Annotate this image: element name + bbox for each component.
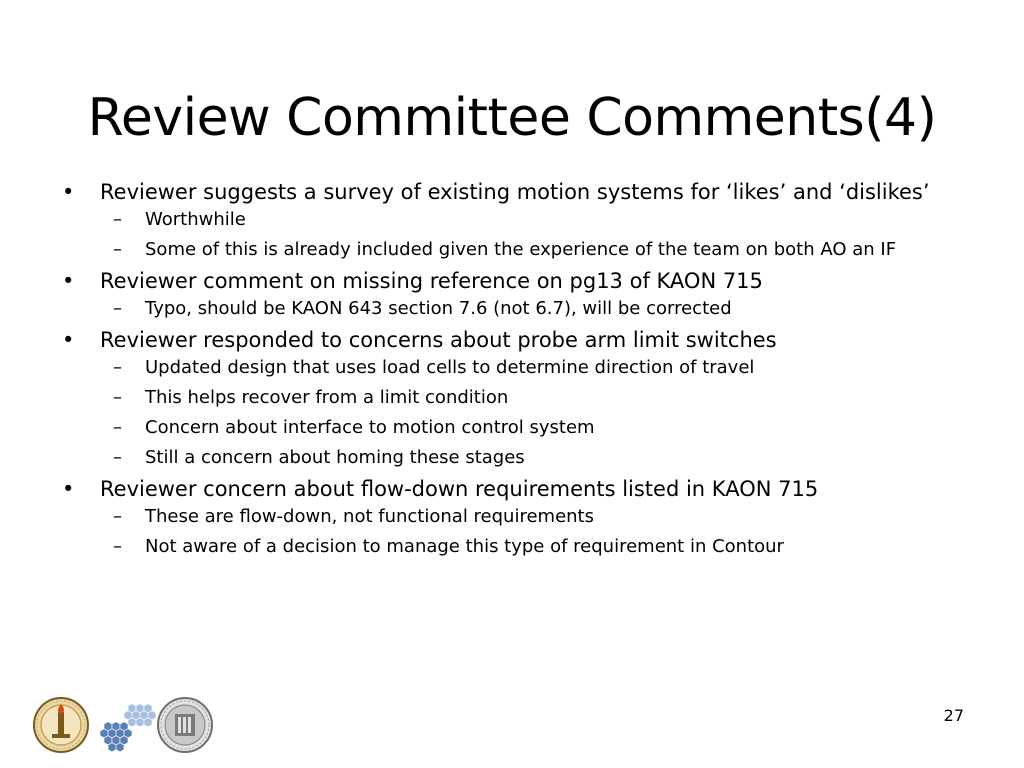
- bullet-icon: •: [62, 477, 75, 501]
- dash-icon: –: [113, 417, 122, 438]
- dash-icon: –: [113, 387, 122, 408]
- slide-title: Review Committee Comments(4): [87, 88, 937, 148]
- bullet-icon: •: [62, 328, 75, 352]
- bullet-text: Reviewer suggests a survey of existing motion systems for ‘likes’ and ‘dislikes’: [100, 180, 930, 204]
- sub-bullet-list: [100, 357, 960, 469]
- slide-content: [60, 180, 960, 566]
- dash-icon: –: [113, 447, 122, 468]
- sub-bullet-text: These are flow-down, not functional requirements: [145, 506, 594, 527]
- sub-bullet-item: [100, 536, 960, 558]
- sub-bullet-item: [100, 357, 960, 379]
- sub-bullet-text: Updated design that uses load cells to determine direction of travel: [145, 357, 755, 378]
- sub-bullet-item: [100, 298, 960, 320]
- dash-icon: –: [113, 239, 122, 260]
- sub-bullet-list: [100, 506, 960, 558]
- bullet-item: [60, 477, 960, 558]
- sub-bullet-list: [100, 298, 960, 320]
- segmented-mirror-icon: [100, 704, 156, 752]
- sub-bullet-text: Still a concern about homing these stages: [145, 447, 525, 468]
- dash-icon: –: [113, 298, 122, 319]
- sub-bullet-text: Worthwhile: [145, 209, 246, 230]
- bullet-item: [60, 180, 960, 261]
- sub-bullet-text: This helps recover from a limit condition: [145, 387, 509, 408]
- bullet-item: [60, 269, 960, 320]
- sub-bullet-item: [100, 387, 960, 409]
- institution-logos: [32, 696, 214, 754]
- bullet-text: Reviewer concern about flow-down requirements listed in KAON 715: [100, 477, 819, 501]
- dash-icon: –: [113, 357, 122, 378]
- bullet-item: [60, 328, 960, 469]
- sub-bullet-item: [100, 209, 960, 231]
- bullet-text: Reviewer responded to concerns about probe arm limit switches: [100, 328, 777, 352]
- sub-bullet-text: Concern about interface to motion control system: [145, 417, 595, 438]
- page-number: 27: [943, 706, 964, 725]
- caltech-seal-icon: [34, 698, 88, 752]
- sub-bullet-text: Typo, should be KAON 643 section 7.6 (not 6.7), will be corrected: [145, 298, 732, 319]
- bullet-icon: •: [62, 269, 75, 293]
- sub-bullet-text: Some of this is already included given the experience of the team on both AO an IF: [145, 239, 897, 260]
- dash-icon: –: [113, 536, 122, 557]
- bullet-text: Reviewer comment on missing reference on pg13 of KAON 715: [100, 269, 763, 293]
- bullet-icon: •: [62, 180, 75, 204]
- sub-bullet-item: [100, 447, 960, 469]
- sub-bullet-item: [100, 506, 960, 528]
- sub-bullet-list: [100, 209, 960, 261]
- sub-bullet-item: [100, 417, 960, 439]
- sub-bullet-text: Not aware of a decision to manage this type of requirement in Contour: [145, 536, 784, 557]
- uc-seal-icon: [158, 698, 212, 752]
- dash-icon: –: [113, 209, 122, 230]
- bullet-list: [60, 180, 960, 558]
- sub-bullet-item: [100, 239, 960, 261]
- dash-icon: –: [113, 506, 122, 527]
